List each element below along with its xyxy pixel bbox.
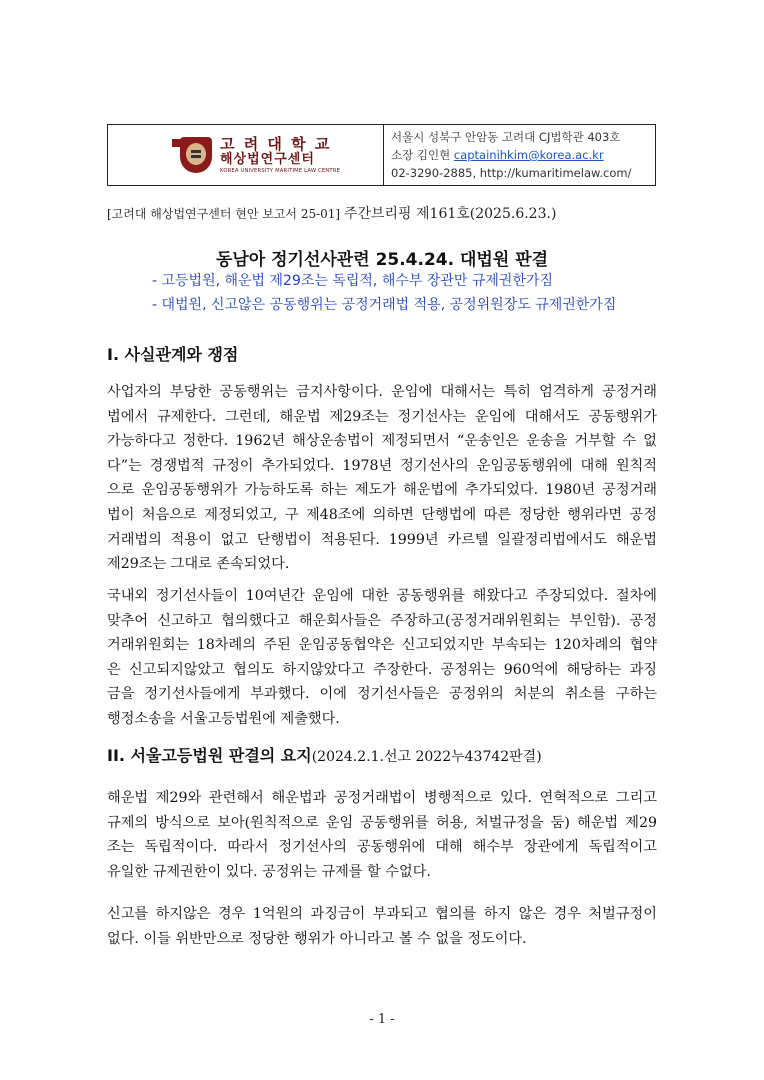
report-label: [고려대 해상법연구센터 현안 보고서 25-01]: [107, 207, 341, 221]
logo-center-name: 해상법연구센터: [220, 151, 315, 167]
text-line: 거래위원회는 18차례의 주된 운임공동협약은 신고되었지만 부속되는 120차례의 협약: [107, 637, 657, 654]
text-line: 사업자의 부당한 공동행위는 금지사항이다. 운임에 대해서는 특히 엄격하게 공정거래: [107, 384, 657, 400]
paragraph-summary-1: [107, 786, 657, 884]
text-line: 제29조는 그대로 존속되었다.: [107, 556, 290, 573]
letterhead-box: [107, 124, 656, 186]
phone-website: 02-3290-2885, http://kumaritimelaw.com/: [391, 166, 632, 180]
paragraph-facts-1: [107, 380, 657, 577]
text-line: 은 신고되지않았고 협의도 하지않았다고 주장한다. 공정위는 960억에 해당하는 과징: [107, 661, 657, 678]
page-title: 동남아 정기선사관련 25.4.24. 대법원 판결: [215, 250, 549, 270]
text-line: 없다. 이들 위반만으로 정당한 행위가 아니라고 볼 수 없을 정도이다.: [107, 930, 527, 947]
section-heading-text: II. 서울고등법원 판결의 요지: [107, 746, 312, 765]
text-line: 규제의 방식으로 보아(원칙적으로 운임 공동행위를 허용, 처벌규정을 둠) 해운법 제29: [107, 814, 657, 831]
text-line: 국내외 정기선사들이 10여년간 운임에 대한 공동행위를 해왔다고 주장되었다. 절차에: [107, 588, 657, 604]
university-emblem-icon: [172, 137, 214, 173]
text-line: 행정소송을 서울고등법원에 제출했다.: [107, 710, 340, 727]
section-heading-high-court: [107, 743, 542, 766]
logo-university-name: 고 려 대 학 교: [220, 134, 332, 153]
email-link[interactable]: captainihkim@korea.ac.kr: [453, 148, 604, 162]
subtitle-supreme-court: - 대법원, 신고않은 공동행위는 공정거래법 적용, 공정위원장도 규제권한가짐: [152, 297, 617, 313]
text-line: 맞추어 신고하고 협의했다고 해운회사들은 주장하고(공정거래위원회는 부인함). 공정: [107, 612, 657, 629]
section-heading-facts: I. 사실관계와 쟁점: [107, 345, 239, 364]
page-number: - 1 -: [369, 1012, 395, 1027]
text-line: 해운법 제29와 관련해서 해운법과 공정거래법이 병행적으로 있다. 연혁적으로 그리고: [107, 790, 657, 806]
text-line: 가능하다고 정한다. 1962년 해상운송법이 제정되면서 “운송인은 운송을 거부할 수 없: [107, 433, 657, 450]
director-line: [391, 146, 655, 164]
address: 서울시 성북구 안암동 고려대 CJ법학관 403호: [391, 130, 621, 144]
judgment-date: (2024.2.1.선고 2022누43742판결): [311, 749, 542, 765]
text-line: 유일한 규제권한이 있다. 공정위는 규제를 할 수없다.: [107, 863, 431, 880]
logo-text: [220, 136, 340, 175]
paragraph-summary-2: [107, 902, 657, 951]
text-line: 법에서 규제한다. 그런데, 해운법 제29조는 정기선사는 운임에 대해서도 공동행위가: [107, 408, 657, 425]
text-line: 조는 독립적이다. 따라서 정기선사의 공동행위에 대해 해수부 장관에게 독립적이고: [107, 839, 657, 856]
logo-english-name: KOREA UNIVERSITY MARITIME LAW CENTRE: [220, 167, 341, 174]
paragraph-facts-2: [107, 584, 657, 732]
text-line: 신고를 하지않은 경우 1억원의 과징금이 부과되고 협의를 하지 않은 경우 처벌규정이: [107, 906, 657, 922]
logo-cell: [108, 125, 384, 185]
report-line: [107, 203, 556, 223]
director-label: 소장 김인현: [391, 148, 451, 162]
briefing-number: 주간브리핑 제161호(2025.6.23.): [343, 206, 557, 222]
text-line: 다”는 경쟁법적 규정이 추가되었다. 1978년 정기선사의 운임공동행위에 대해 원칙적: [107, 457, 657, 474]
text-line: 법이 처음으로 제정되었고, 구 제48조에 의하면 단행법에 따른 정당한 행위라면 공정: [107, 506, 657, 523]
text-line: 거래법의 적용이 없고 단행법이 적용된다. 1999년 카르텔 일괄정리법에서도 해운법: [107, 531, 657, 548]
subtitle-high-court: - 고등법원, 해운법 제29조는 독립적, 해수부 장관만 규제권한가짐: [152, 273, 554, 289]
text-line: 으로 운임공동행위가 가능하도록 하는 제도가 해운법에 추가되었다. 1980년 공정거래: [107, 482, 657, 499]
contact-info: [384, 125, 655, 185]
text-line: 금을 정기선사들에게 부과했다. 이에 정기선사들은 공정위의 처분의 취소를 구하는: [107, 686, 657, 703]
